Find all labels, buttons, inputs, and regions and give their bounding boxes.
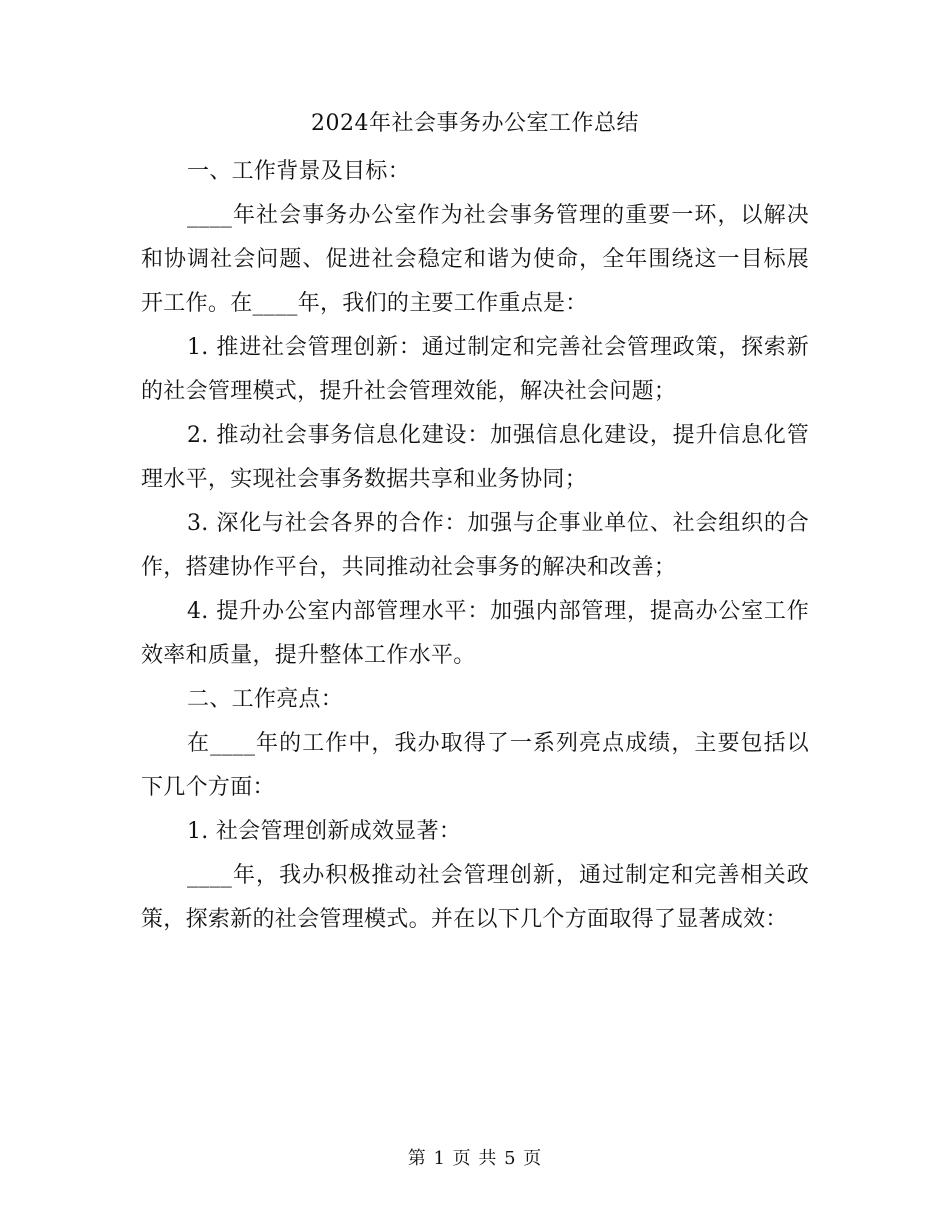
section-heading-background: 一、工作背景及目标： bbox=[187, 159, 411, 184]
paragraph-highlight-1-detail: ____年，我办积极推动社会管理创新，通过制定和完善相关政策，探索新的社会管理模式。并在以下几个方面取得了显著成效： bbox=[141, 863, 809, 932]
paragraph-intro: ____年社会事务办公室作为社会事务管理的重要一环，以解决和协调社会问题、促进社会稳定和谐为使命，全年围绕这一目标展开工作。在____年，我们的主要工作重点是： bbox=[141, 203, 809, 316]
document-body bbox=[141, 150, 809, 942]
list-item-goal-4: 4. 提升办公室内部管理水平：加强内部管理，提高办公室工作效率和质量，提升整体工作水平。 bbox=[141, 599, 809, 668]
document-title: 2024年社会事务办公室工作总结 bbox=[311, 111, 639, 136]
list-item-goal-3: 3. 深化与社会各界的合作：加强与企事业单位、社会组织的合作，搭建协作平台，共同推动社会事务的解决和改善； bbox=[141, 511, 809, 580]
list-item-goal-1: 1. 推进社会管理创新：通过制定和完善社会管理政策，探索新的社会管理模式，提升社会管理效能，解决社会问题； bbox=[141, 335, 809, 404]
list-item-highlight-1: 1. 社会管理创新成效显著： bbox=[187, 819, 462, 844]
paragraph-highlights-intro: 在____年的工作中，我办取得了一系列亮点成绩，主要包括以下几个方面： bbox=[141, 731, 809, 800]
section-heading-highlights: 二、工作亮点： bbox=[187, 687, 344, 712]
list-item-goal-2: 2. 推动社会事务信息化建设：加强信息化建设，提升信息化管理水平，实现社会事务数据共享和业务协同； bbox=[141, 423, 809, 492]
page-number-footer: 第 1 页 共 5 页 bbox=[407, 1148, 543, 1169]
